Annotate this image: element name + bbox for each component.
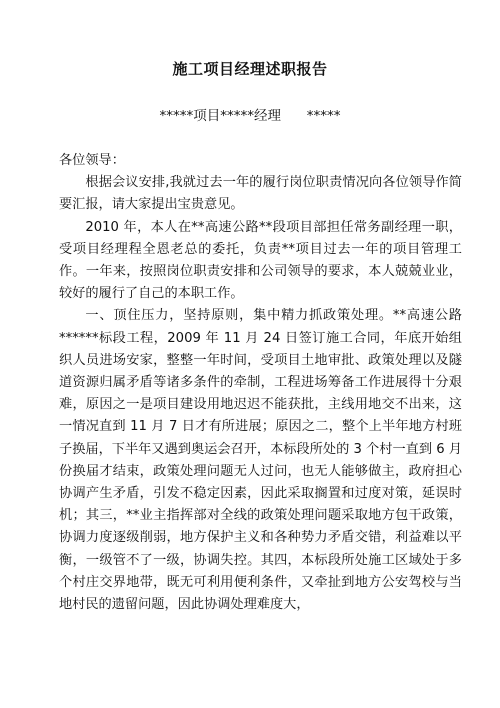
paragraph-section-one: 一、顶住压力，坚持原则，集中精力抓政策处理。**高速公路******标段工程，2009 年 11 月 24 日签订施工合同，年底开始组织人员进场安家，整整一年时间，受项目土地审批、政策处理以及隧道资源归属矛盾等诸多条件的牵制，工程进场筹备工作进展得十分艰难，原因之一是项目建设用地迟迟不能获批，主线用地交不出来，这一情况直到 11 月 7 日才有所进展；原因之二，整个上半年地方村班子换届，下半年又遇到奥运会召开，本标段所处的 3 个村一直到 6 月份换届才结束，政策处理问题无人过问，也无人能够做主，政府担心协调产生矛盾，引发不稳定因素，因此采取搁置和过度对策，延误时机；其三，**业主指挥部对全线的政策处理问题采取地方包干政策，协调力度逐级削弱，地方保护主义和各种势力矛盾交错，利益难以平衡，一级管不了一级，协调失控。其四，本标段所处施工区域处于多个村庄交界地带，既无可利用便利条件，又牵扯到地方公安驾校与当地村民的遗留问题，因此协调处理难度大， [59,308,462,613]
paragraph-role: 2010 年，本人在**高速公路**段项目部担任常务副经理一职，受项目经理程全恩老总的委托，负责**项目过去一年的项目管理工作。一年来，按照岗位职责安排和公司领导的要求，本人兢兢业业，较好的履行了自己的本职工作。 [59,219,462,302]
document-title: 施工项目经理述职报告 [172,60,328,78]
salutation: 各位领导： [59,153,125,168]
document-subtitle: *****项目*****经理 ***** [159,108,341,124]
document-body [59,150,462,616]
paragraph-intro: 根据会议安排,我就过去一年的履行岗位职责情况向各位领导作简要汇报，请大家提出宝贵意见。 [59,175,462,213]
